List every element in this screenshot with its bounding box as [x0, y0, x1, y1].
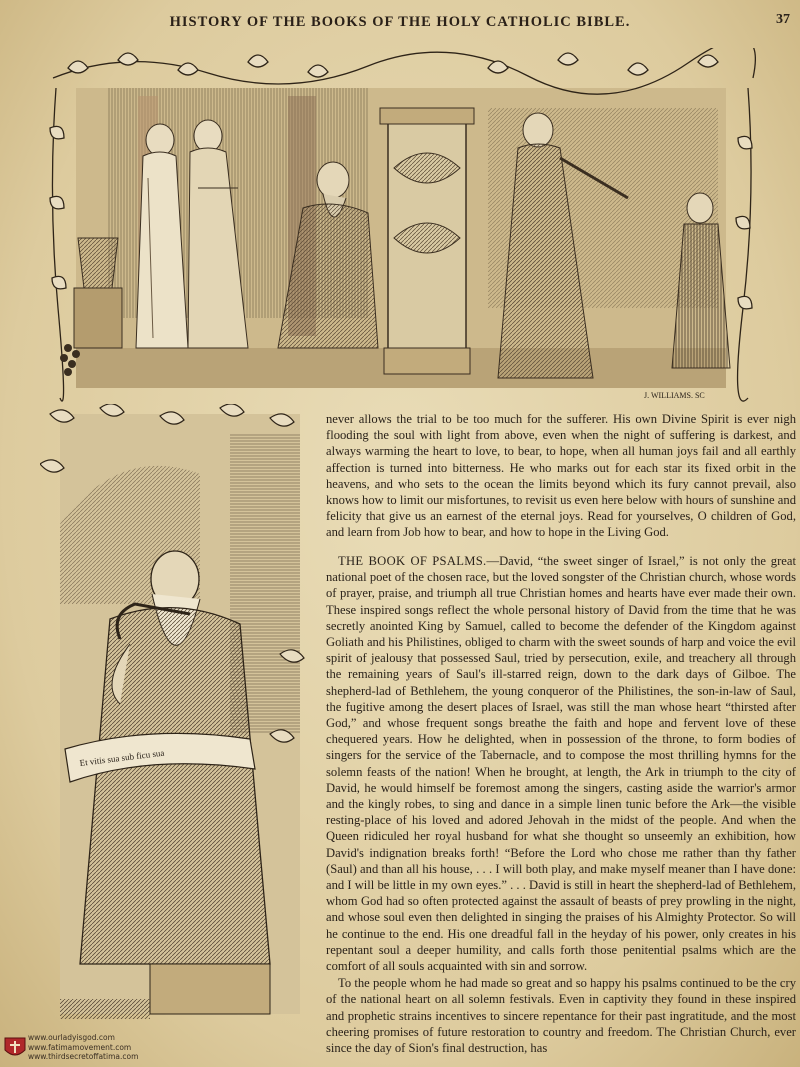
engraver-signature: J. WILLIAMS. SC — [644, 391, 705, 400]
left-engraving-david — [40, 404, 318, 1034]
running-title: HISTORY OF THE BOOKS OF THE HOLY CATHOLIC BIBLE. — [169, 14, 631, 30]
paragraph-job-conclusion: never allows the trial to be too much for the sufferer. His own Divine Spirit is ever nigh flooding the soul with light from above, even when the night of suffering is darkest, and always warming the heart to love, to bear, to hope, when all human joys fail and all earthly affection is turned into bitterness. He who marks out for each star its fixed orbit in the heavens, and who sets to the ocean the limits beyond which its fury cannot prevail, also knows how to limit our misfortunes, to revisit us even here below with hours of sunshine and felicity that give us an earnest of the eternal joys. Read for yourselves, O children of God, and learn from Job how to bear, and how to hope in the Living God. — [326, 412, 796, 540]
footer-link-fatimamovement[interactable]: www.fatimamovement.com — [28, 1042, 132, 1052]
paragraph-psalms-continued: To the people whom he had made so great and so happy his psalms continued to be the cry of the national heart on all solemn festivals. Even in captivity they found in these inspired and prophetic strains incentives to sincere repentance for their past ingratitude, and the most cheering promises of future restoration to country and freedom. The Christian Church, ever since the day of Sion's final destruction, has — [326, 976, 796, 1056]
footer-link-thirdsecret[interactable]: www.thirdsecretoffatima.com — [28, 1052, 139, 1061]
ornate-pillar — [380, 108, 474, 374]
top-engraving-illustration — [48, 48, 756, 404]
footer-links — [28, 1033, 138, 1062]
scroll-inscription: Et vitis sua sub ficu sua — [79, 747, 165, 768]
psalms-body: —David, “the sweet singer of Israel,” is not only the great national poet of the chosen race, but the loved songster of the Christian church, whose words of prayer, praise, and triumph all true Christian homes and hearts have ever made their own. These inspired songs reflect the whole personal history of David from the time that he was secretly anointed King by Samuel, called to become the defender of the Kingdom against Goliath and his Philistines, obliged to charm with the sweet sounds of harp and voice the evil spirit of jealousy that possessed Saul, tried by persecution, exile, and treachery all through the remaining years of Saul's ill-starred reign, down to the dark days of Gilboe. The shepherd-lad of Bethlehem, the young conqueror of the Philistines, the son-in-law of Saul, the fugitive among the desert places of Israel, was still the man whose heart “thirsted after God,” and whose frequent songs breathe the faith and hope and fervent love of these chequered years. How he delighted, when in possession of the throne, to form bodies of singers for the service of the Tabernacle, and to compose the most thrilling hymns for the solemn feasts of the nation! When he brought, at length, the Ark in triumph to the city of David, he would himself be foremost among the singers, casting aside the warrior's armor and the kingly robes, to sing and dance in a simple linen tunic before the Ark—the visible resting-place of his loved and adored Jehovah in the midst of the people. And when the Queen ridiculed her royal husband for what she thought so unseemly an exhibition, how David's indignation breaks forth! “Before the Lord who chose me rather than thy father (Saul) and than all his house, . . . I will both play, and make myself meaner than I have done: and I will be little in my own eyes.” . . . David is still in heart the shepherd-lad of Bethlehem, whom God had so often protected against the assault of beasts of prey prowling in the night, and whose soul even then delighted in singing the praises of his Almighty Protector. So will he continue to the end. His one dreadful fall in the heyday of his power, only creates in his repentant soul a deeper humility, and calls forth those penitential psalms which are the comfort of all souls acquainted with sin and sorrow. — [326, 554, 796, 974]
footer-link-ourladyisgod[interactable]: www.ourladyisgod.com — [28, 1033, 115, 1042]
text-column-upper — [326, 411, 796, 541]
psalms-heading: THE BOOK OF PSALMS. — [338, 554, 487, 568]
site-logo-icon — [4, 1036, 26, 1060]
text-column-lower — [326, 553, 796, 1056]
page-number: 37 — [776, 12, 790, 27]
paragraph-psalms — [326, 553, 796, 974]
